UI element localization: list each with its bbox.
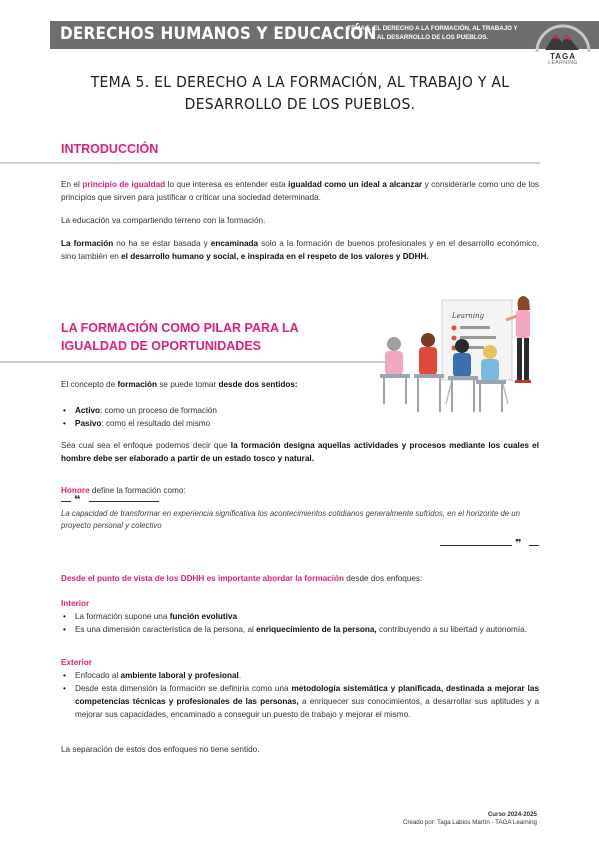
quote-rule-left bbox=[61, 501, 71, 502]
intro-paragraph-2: La educación va compartiendo terreno con la formación. bbox=[61, 216, 266, 225]
mountain-logo-icon bbox=[533, 22, 593, 54]
page-title: TEMA 5. EL DERECHO A LA FORMACIÓN, AL TRABAJO Y AL DESARROLLO DE LOS PUEBLOS. bbox=[90, 73, 510, 113]
ddhh-intro: Desde el punto de vista de los DDHH es importante abordar la formación desde dos enfoques: bbox=[61, 574, 423, 583]
enfoque-paragraph: Sea cual sea el enfoque podemos decir que la formación designa aquellas actividades y procesos mediante los cuales el hombre debe ser elaborado a partir de un estado tosco y natural. bbox=[61, 441, 539, 463]
logo-text: TAGA bbox=[549, 52, 577, 61]
section-divider bbox=[0, 162, 540, 164]
list-item: • Activo: como un proceso de formación bbox=[75, 404, 361, 417]
header-subtitle bbox=[320, 24, 545, 42]
footer-credit: Creado por: Taga Labios Martín - TAGA Learning bbox=[402, 819, 537, 826]
closing-paragraph: La separación de estos dos enfoques no tiene sentido. bbox=[61, 745, 260, 754]
formacion-heading: LA FORMACIÓN COMO PILAR PARA LA IGUALDAD DE OPORTUNIDADES bbox=[61, 321, 299, 353]
close-quote-icon: ❞ bbox=[515, 538, 522, 550]
quote-rule-right bbox=[529, 545, 539, 546]
list-item: • Desde esta dimensión la formación se definiría como una metodología sistemática y planificada, destinada a mejorar las competencias técnicas y profesionales de las personas, a enriquecer sus conocimientos, a desarrollar sus aptitudes y a mejorar sus capacidades, encaminado a conseguir un puesto de trabajo y mejorar el mismo. bbox=[75, 682, 539, 721]
list-item: • Es una dimensión característica de la persona, al enriquecimiento de la persona, contribuyendo a su libertad y autonomía. bbox=[75, 623, 539, 636]
quote-rule-right bbox=[440, 545, 512, 546]
intro-paragraph-1: En el principio de igualdad lo que interesa es entender esta igualdad como un ideal a alcanzar y considerarle como uno de los principios que sirven para justificar o criticar una sociedad determinada. bbox=[61, 180, 539, 202]
header-subtitle-line2: AL DESARROLLO DE LOS PUEBLOS. bbox=[376, 34, 489, 41]
list-item: • Enfocado al ambiente laboral y profesional. bbox=[75, 669, 539, 682]
open-quote-icon: ❝ bbox=[74, 494, 81, 506]
footer-course: Curso 2024-2025 bbox=[487, 811, 537, 818]
exterior-label: Exterior bbox=[61, 658, 92, 667]
taga-logo bbox=[533, 22, 593, 66]
header-bar bbox=[50, 21, 599, 49]
list-item: • Pasivo: como el resultado del mismo bbox=[75, 417, 361, 430]
sentidos-list bbox=[61, 404, 361, 430]
interior-block bbox=[61, 597, 539, 636]
header-title: DERECHOS HUMANOS Y EDUCACIÓN bbox=[60, 24, 377, 44]
interior-label: Interior bbox=[61, 599, 90, 608]
classroom-illustration bbox=[372, 292, 544, 420]
section-divider bbox=[0, 361, 400, 363]
intro-heading: INTRODUCCIÓN bbox=[61, 142, 159, 156]
list-item: • La formación supone una función evolutiva bbox=[75, 610, 539, 623]
header-subtitle-line1: TEMA 5. EL DERECHO A LA FORMACIÓN, AL TRABAJO Y bbox=[347, 25, 518, 32]
honore-quote: La capacidad de transformar en experiencia significativa los acontecimientos cotidianos generalmente sufridos, en el horizonte de un proyecto personal y colectivo bbox=[61, 509, 520, 530]
board-word: Learning bbox=[452, 312, 485, 320]
concept-paragraph: El concepto de formación se puede tomar desde dos sentidos: bbox=[61, 380, 298, 389]
exterior-block bbox=[61, 656, 539, 721]
footer bbox=[403, 811, 537, 827]
intro-paragraph-3: La formación no ha se estar basada y encaminada solo a la formación de buenos profesionales y en el desarrollo económico, sino también en el desarrollo humano y social, e inspirada en el respeto de los valores y DDHH. bbox=[61, 239, 539, 261]
honore-line: Honore define la formación como: bbox=[61, 486, 186, 495]
quote-rule-left bbox=[89, 501, 159, 502]
logo-subtext: LEARNING bbox=[548, 60, 578, 66]
